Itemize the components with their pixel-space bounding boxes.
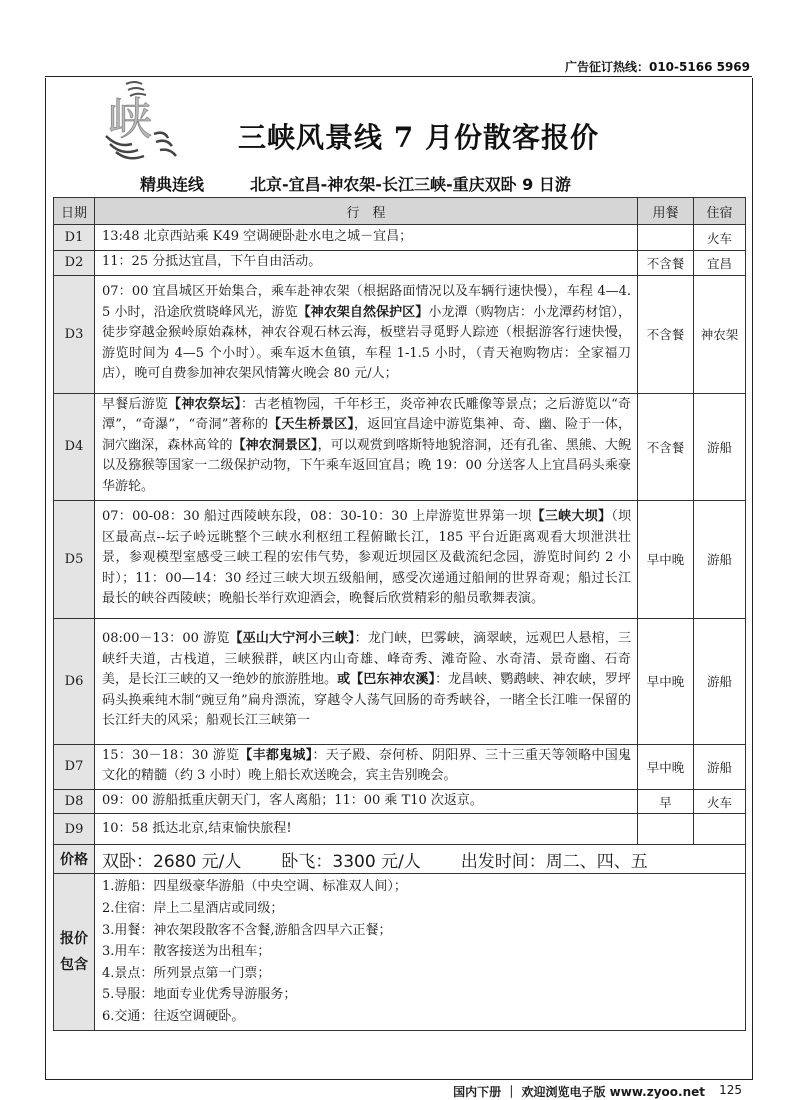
- highlight-attraction: 【神农祭坛】: [168, 396, 241, 412]
- meals-cell: 早中晚: [638, 500, 694, 618]
- day-cell: D2: [54, 251, 95, 276]
- day-cell: D6: [54, 618, 95, 744]
- includes-item: 6.交通：往返空调硬卧。: [102, 1008, 245, 1024]
- table-row: [54, 251, 746, 276]
- stay-cell: 游船: [694, 744, 746, 789]
- stay-cell: 宜昌: [694, 251, 746, 276]
- itinerary-text: 07：00-08：30 船过西陵峡东段，08：30-10：30 上岸游览世界第一坝: [102, 509, 532, 525]
- itinerary-text: 10：58 抵达北京,结束愉快旅程!: [102, 820, 292, 836]
- subtitle-route: 北京-宜昌-神农架-长江三峡-重庆双卧 9 日游: [250, 175, 571, 194]
- price-values: [95, 845, 746, 874]
- stay-cell: 游船: [694, 393, 746, 500]
- highlight-attraction: 【三峡大坝】: [531, 509, 612, 525]
- meals-cell: 早中晚: [638, 618, 694, 744]
- price-row: [54, 845, 746, 874]
- itinerary-text: ，可以观赏到喀斯特地貌溶洞，还有孔雀、黑熊、大鲵以及猕猴等国家一二级保护动物，下午乘车返回宜昌；晚 19：00 分送客人上宜昌码头乘豪华游轮。: [102, 437, 631, 494]
- itinerary-text: （坝区最高点--坛子岭远眺整个三峡水利枢纽工程俯瞰长江，185 平台近距离观看大坝泄洪壮景，参观模型室感受三峡工程的宏伟气势，参观近坝园区及截流纪念园，游览时间约 2 小时）；11：00—14：30 经过三峡大坝五级船闸，感受次递通过船闸的世界奇观；船过长江最长的峡谷西陵峡；晚船长举行欢迎酒会，晚餐后欣赏精彩的船员歌舞表演。: [102, 509, 631, 607]
- meals-cell: [638, 814, 694, 845]
- top-rule: [45, 76, 752, 77]
- itinerary-text: 08:00－13：00 游览: [102, 631, 230, 647]
- includes-list: [95, 874, 746, 1030]
- includes-label-line1: 报价: [60, 930, 88, 947]
- subtitle-label: 精典连线: [140, 175, 205, 194]
- table-header-row: [54, 198, 746, 225]
- highlight-attraction: 【神农洞景区】: [232, 437, 318, 453]
- meals-cell: 不含餐: [638, 275, 694, 393]
- includes-item: 1.游船：四星级豪华游船（中央空调、标准双人间）；: [102, 879, 407, 895]
- itinerary-text: ：古老植物园，千年杉王，炎帝神农氏雕像等景点；之后游览以“奇潭”，“奇瀑”，“奇洞”著称的: [102, 396, 631, 433]
- footer-text: 国内下册 ｜ 欢迎浏览电子版 www.zyoo.net: [453, 1085, 705, 1099]
- itinerary-text: ，返回宜昌途中游览集神、奇、幽、险于一体，洞穴幽深，森林高耸的: [102, 417, 631, 453]
- stay-cell: [694, 814, 746, 845]
- itinerary-text: 小龙潭（购物店：小龙潭药材馆），徒步穿越金猴岭原始森林，神农谷观石林云海，板壁岩寻觅野人踪迹（根据游客行速快慢，游览时间为 4—5 个小时）。乘车返木鱼镇，车程 1-1.5 小时，（青天袍购物店：全家福刀店），晚可自费参加神农架风情篝火晚会 80 元/人；: [102, 304, 631, 382]
- includes-item: 3.用车：散客接送为出租车；: [102, 944, 271, 960]
- itinerary-cell: [95, 275, 638, 393]
- day-cell: D4: [54, 393, 95, 500]
- table-row: [54, 789, 746, 814]
- itinerary-cell: [95, 500, 638, 618]
- departure-days: 出发时间：周二、四、五: [460, 851, 648, 872]
- itinerary-cell: [95, 814, 638, 845]
- page-title: 三峡风景线 7 月份散客报价: [238, 121, 599, 154]
- meals-cell: 不含餐: [638, 251, 694, 276]
- meals-cell: [638, 225, 694, 251]
- itinerary-cell: [95, 225, 638, 251]
- stay-cell: 游船: [694, 618, 746, 744]
- includes-item: 5.导服：地面专业优秀导游服务；: [102, 987, 297, 1003]
- itinerary-cell: [95, 393, 638, 500]
- header-stay: 住宿: [694, 198, 746, 225]
- itinerary-text: ：天子殿、奈何桥、阴阳界、三十三重天等领略中国鬼文化的精髓（约 3 小时）晚上船长欢送晚会，宾主告别晚会。: [102, 747, 631, 784]
- ad-hotline: 广告征订热线：010-5166 5969: [564, 60, 750, 74]
- includes-item: 2.住宿：岸上二星酒店或同级；: [102, 900, 284, 916]
- page-number: 125: [719, 1083, 742, 1097]
- highlight-attraction: 或【巴东神农溪】: [337, 672, 436, 688]
- table-row: [54, 393, 746, 500]
- itinerary-table: [53, 197, 746, 1031]
- stay-cell: 神农架: [694, 275, 746, 393]
- header-day: 日期: [54, 198, 95, 225]
- highlight-attraction: 【天生桥景区】: [268, 417, 355, 433]
- itinerary-cell: [95, 251, 638, 276]
- logo-char: 峡: [108, 94, 152, 145]
- header-meals: 用餐: [638, 198, 694, 225]
- gorge-logo-icon: [92, 78, 184, 170]
- table-row: [54, 744, 746, 789]
- table-row: [54, 275, 746, 393]
- price-label: 价格: [54, 845, 95, 874]
- highlight-attraction: 【巫山大宁河小三峡】: [229, 631, 355, 647]
- stay-cell: 火车: [694, 789, 746, 814]
- day-cell: D1: [54, 225, 95, 251]
- includes-label-line2: 包含: [60, 956, 88, 973]
- day-cell: D7: [54, 744, 95, 789]
- itinerary-text: ：龙门峡，巴雾峡，滴翠峡，远观巴人悬棺，三峡纤夫道，古栈道，三峡猴群，峡区内山奇雄、峰奇秀、滩奇险、水奇清、景奇幽、石奇美，是长江三峡的又一绝妙的旅游胜地。: [102, 631, 631, 688]
- table-row: [54, 814, 746, 845]
- itinerary-text: ：龙昌峡、鹦鹉峡、神农峡，罗坪码头换乘纯木制“豌豆角”扁舟漂流，穿越令人荡气回肠的奇秀峡谷，一睹全长江唯一保留的长江纤夫的风采；船观长江三峡第一: [102, 672, 631, 729]
- table-row: [54, 500, 746, 618]
- price-double-sleeper: 双卧：2680 元/人: [102, 851, 242, 872]
- itinerary-cell: [95, 744, 638, 789]
- highlight-attraction: 【神农架自然保护区】: [297, 304, 429, 320]
- header-itinerary: 行 程: [95, 198, 638, 225]
- includes-item: 3.用餐：神农架段散客不含餐,游船含四早六正餐；: [102, 922, 392, 938]
- stay-cell: 火车: [694, 225, 746, 251]
- day-cell: D9: [54, 814, 95, 845]
- itinerary-text: 07：00 宜昌城区开始集合，乘车赴神农架（根据路面情况以及车辆行速快慢），车程 4—4.5 小时，沿途欣赏晓峰风光，游览: [102, 284, 631, 320]
- logo-swirl-right: [154, 133, 176, 156]
- meals-cell: 不含餐: [638, 393, 694, 500]
- table-row: [54, 618, 746, 744]
- highlight-attraction: 【丰都鬼城】: [239, 747, 313, 763]
- day-cell: D5: [54, 500, 95, 618]
- includes-row: [54, 874, 746, 1030]
- itinerary-cell: [95, 618, 638, 744]
- itinerary-text: 15：30－18：30 游览: [102, 747, 240, 763]
- route-subtitle: [140, 172, 571, 195]
- meals-cell: 早: [638, 789, 694, 814]
- includes-label: [54, 874, 95, 1030]
- includes-item: 4.景点：所列景点第一门票；: [102, 965, 271, 981]
- meals-cell: 早中晚: [638, 744, 694, 789]
- day-cell: D8: [54, 789, 95, 814]
- itinerary-text: 11：25 分抵达宜昌，下午自由活动。: [102, 254, 322, 269]
- itinerary-text: 早餐后游览: [102, 396, 169, 412]
- itinerary-text: 13:48 北京西站乘 K49 空调硬卧赴水电之城－宜昌；: [102, 228, 413, 244]
- table-row: [54, 225, 746, 251]
- itinerary-text: 09：00 游船抵重庆朝天门，客人离船；11：00 乘 T10 次返京。: [102, 792, 483, 808]
- itinerary-cell: [95, 789, 638, 814]
- day-cell: D3: [54, 275, 95, 393]
- stay-cell: 游船: [694, 500, 746, 618]
- price-sleeper-fly: 卧飞：3300 元/人: [281, 851, 421, 872]
